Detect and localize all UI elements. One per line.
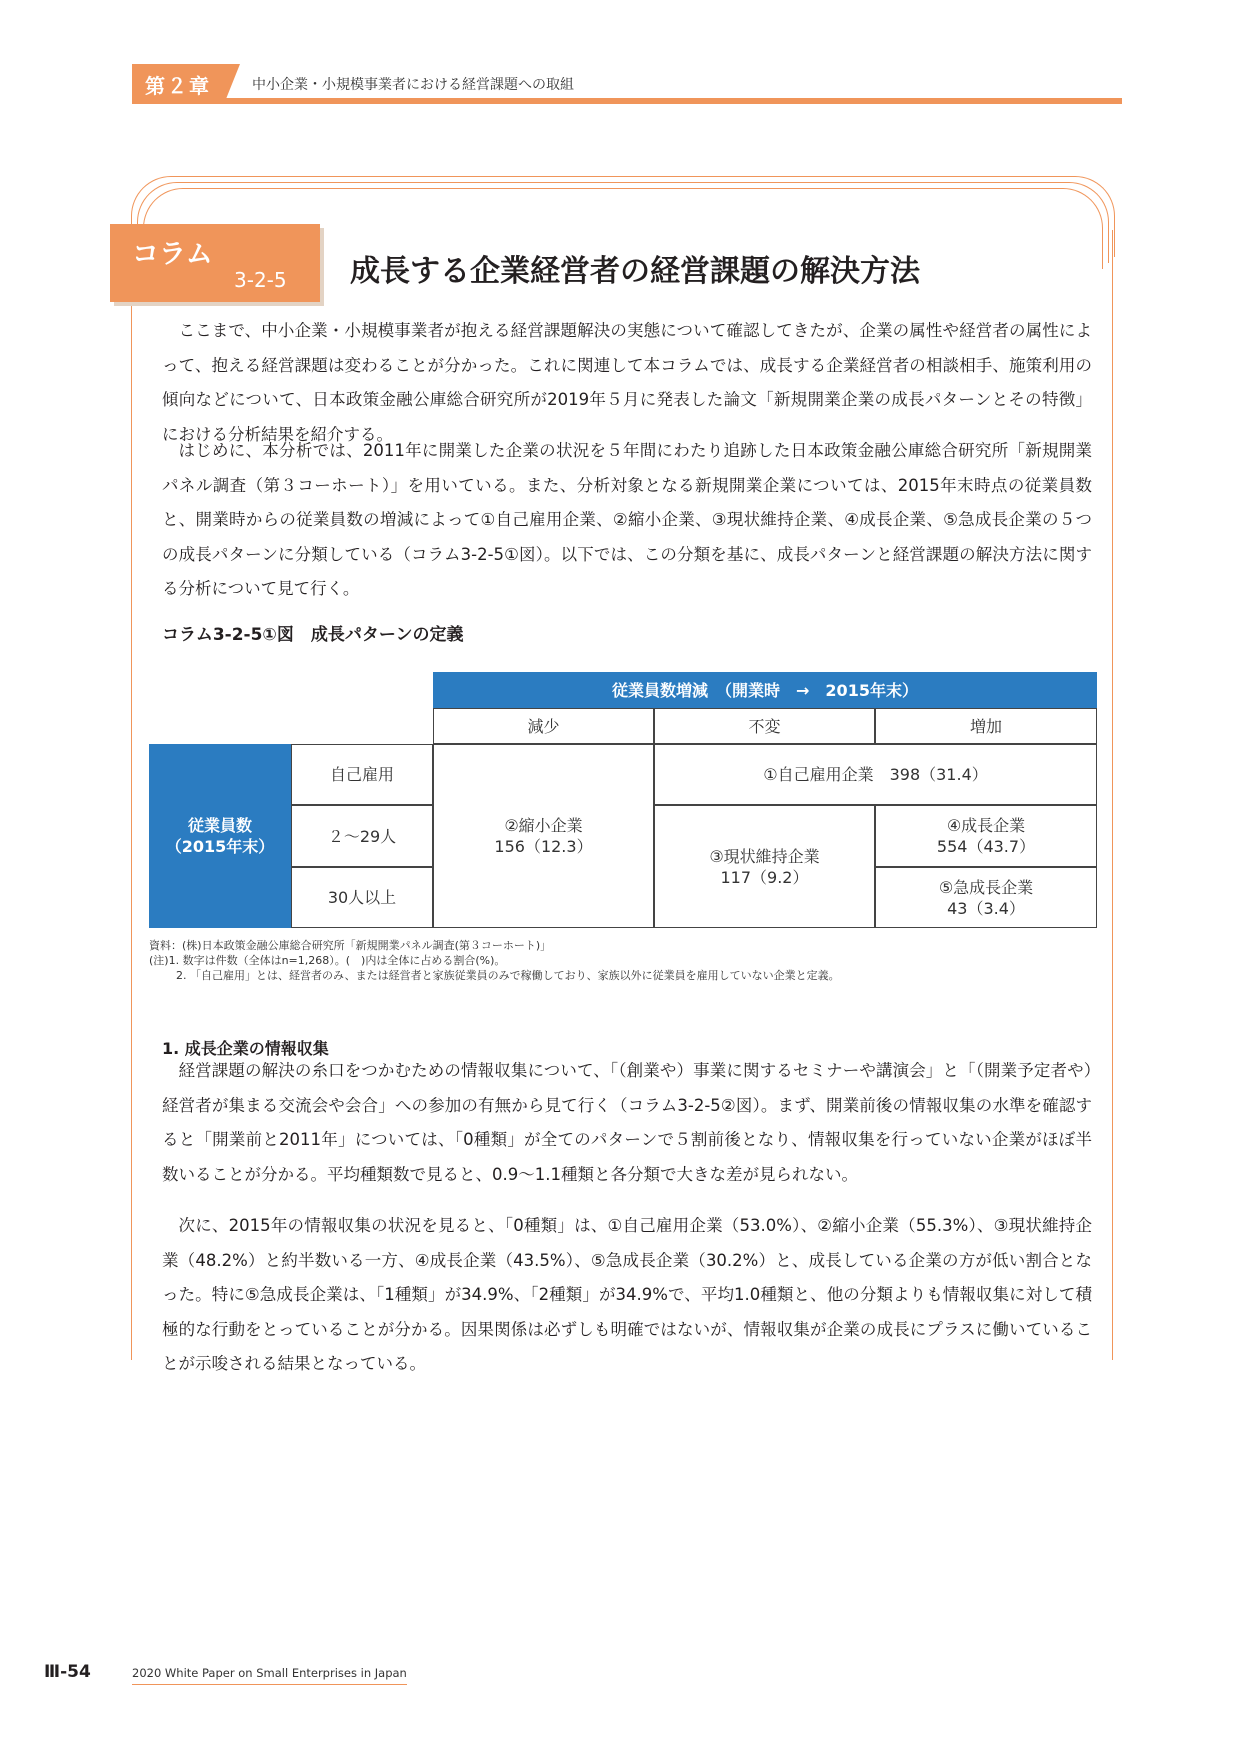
cell-line: 43（3.4）	[947, 898, 1025, 918]
footer-publication: 2020 White Paper on Small Enterprises in Japan	[132, 1666, 407, 1685]
cell-line: 117（9.2）	[720, 867, 809, 887]
header-rule	[132, 98, 1122, 104]
row-header-line: （2015年末）	[165, 837, 275, 856]
body-paragraph: はじめに、本分析では、2011年に開業した企業の状況を５年間にわたり追跡した日本政策金融公庫総合研究所「新規開業パネル調査（第３コーホート）」を用いている。また、分析対象となる新規開業企業については、2015年末時点の従業員数と、開業時からの従業員数の増減によって①自己雇用企業、②縮小企業、③現状維持企業、④成長企業、⑤急成長企業の５つの成長パターンに分類している（コラム3-2-5①図）。以下では、この分類を基に、成長パターンと経営課題の解決方法に関する分析について見て行く。	[162, 441, 1092, 598]
cell-line: ③現状維持企業	[709, 846, 820, 866]
column-badge	[110, 224, 320, 302]
figure-note: (注)1. 数字は件数（全体はn=1,268）。( )内は全体に占める割合(%)。	[149, 954, 506, 967]
growth-pattern-table	[149, 672, 1099, 928]
column-frame-right	[1112, 230, 1113, 1360]
figure-note: 2. 「自己雇用」とは、経営者のみ、または経営者と家族従業員のみで稼働しており、家族以外に従業員を雇用していない企業と定義。	[176, 969, 840, 982]
row-label-2-29: ２～29人	[291, 805, 433, 867]
section-heading: 1. 成長企業の情報収集	[162, 1039, 329, 1058]
cell-line: ⑤急成長企業	[938, 877, 1034, 897]
row-label-self-employed: 自己雇用	[291, 744, 433, 805]
column-frame-left	[131, 230, 132, 1360]
figure-title: コラム3-2-5①図 成長パターンの定義	[162, 625, 464, 645]
cell-rapid-growth-enterprise	[875, 867, 1097, 928]
cell-maintaining-enterprise	[654, 805, 875, 928]
col-header-decrease: 減少	[433, 708, 654, 744]
row-header-line: 従業員数	[187, 816, 252, 835]
column-badge-label: コラム	[132, 239, 213, 270]
cell-growing-enterprise	[875, 805, 1097, 867]
cell-line: 554（43.7）	[936, 837, 1036, 856]
cell-line: 156（12.3）	[494, 837, 593, 856]
page-number: Ⅲ-54	[44, 1662, 91, 1682]
chapter-label: 第２章	[145, 73, 211, 98]
col-header-unchanged: 不変	[654, 708, 875, 744]
figure-source-note: 資料：(株)日本政策金融公庫総合研究所「新規開業パネル調査(第３コーホート)」	[149, 939, 552, 952]
row-header-employees	[149, 744, 291, 928]
chapter-title: 中小企業・小規模事業者における経営課題への取組	[252, 77, 574, 93]
table-header-employee-change: 従業員数増減 （開業時 → 2015年末）	[433, 672, 1097, 708]
cell-line: ④成長企業	[946, 816, 1026, 835]
row-label-30-plus: 30人以上	[291, 867, 433, 928]
cell-self-employed-enterprise: ①自己雇用企業 398（31.4）	[654, 744, 1097, 805]
body-paragraph: 次に、2015年の情報収集の状況を見ると、「0種類」は、①自己雇用企業（53.0%）、②縮小企業（55.3%）、③現状維持企業（48.2%）と約半数いる一方、④成長企業（43.5%）、⑤急成長企業（30.2%）と、成長している企業の方が低い割合となった。特に⑤急成長企業は、「1種類」が34.9%、「2種類」が34.9%で、平均1.0種類と、他の分類よりも情報収集に対して積極的な行動をとっていることが分かる。因果関係は必ずしも明確ではないが、情報収集が企業の成長にプラスに働いていることが示唆される結果となっている。	[162, 1216, 1092, 1373]
column-badge-number: 3-2-5	[234, 268, 287, 292]
body-paragraph: ここまで、中小企業・小規模事業者が抱える経営課題解決の実態について確認してきたが、企業の属性や経営者の属性によって、抱える経営課題は変わることが分かった。これに関連して本コラムでは、成長する企業経営者の相談相手、施策利用の傾向などについて、日本政策金融公庫総合研究所が2019年５月に発表した論文「新規開業企業の成長パターンとその特徴」における分析結果を紹介する。	[162, 321, 1092, 444]
cell-line: ②縮小企業	[504, 816, 583, 835]
cell-shrinking-enterprise	[433, 744, 654, 928]
column-title: 成長する企業経営者の経営課題の解決方法	[350, 254, 920, 289]
body-paragraph: 経営課題の解決の糸口をつかむための情報収集について、「（創業や）事業に関するセミナーや講演会」と「（開業予定者や）経営者が集まる交流会や会合」への参加の有無から見て行く（コラム3-2-5②図）。まず、開業前後の情報収集の水準を確認すると「開業前と2011年」については、「0種類」が全てのパターンで５割前後となり、情報収集を行っていない企業がほぼ半数いることが分かる。平均種類数で見ると、0.9〜1.1種類と各分類で大きな差が見られない。	[162, 1061, 1092, 1184]
col-header-increase: 増加	[875, 708, 1097, 744]
